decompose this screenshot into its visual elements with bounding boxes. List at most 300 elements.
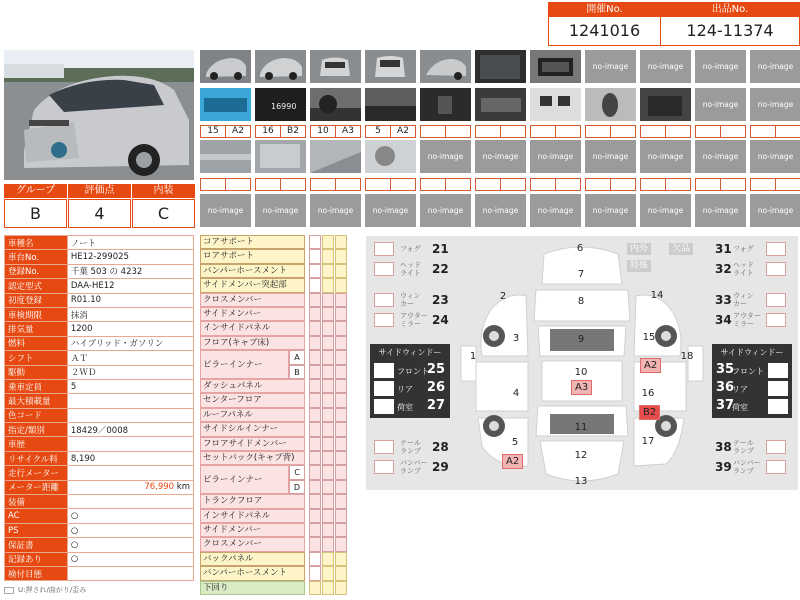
spec-key: 車歴 <box>5 437 68 451</box>
frame-check-box[interactable] <box>335 422 347 436</box>
frame-item: 下回り <box>200 581 305 595</box>
sw-right-row-1[interactable] <box>712 362 792 380</box>
panel-number[interactable]: 11 <box>574 422 588 433</box>
left-part-label: テール ランプ <box>400 439 421 455</box>
thumb-17[interactable] <box>200 140 251 173</box>
left-part-checkbox[interactable] <box>374 262 394 276</box>
damage-label-9 <box>640 125 691 138</box>
spec-key: シフト <box>5 351 68 365</box>
right-part-label: ヘッド ライト <box>733 261 754 277</box>
frame-item: ピラーインナー <box>200 465 289 494</box>
thumb-4[interactable] <box>365 50 416 83</box>
noimage-r4-6: no-image <box>475 194 526 227</box>
right-part-checkbox[interactable] <box>766 440 786 454</box>
tag-special[interactable]: 特殊 <box>627 260 651 272</box>
spec-row <box>5 538 194 552</box>
sw-left-num-3: 27 <box>426 398 445 413</box>
frame-item: インサイドパネル <box>200 509 305 523</box>
right-part-label: バンパー ランプ <box>733 459 761 475</box>
frame-check-box[interactable] <box>322 393 334 407</box>
frame-item: サイドシルインナー <box>200 422 305 436</box>
frame-item: フロア(キャブ床) <box>200 336 305 350</box>
frame-check-box[interactable] <box>322 509 334 523</box>
frame-check-box[interactable] <box>335 523 347 537</box>
left-part-label: バンパー ランプ <box>400 459 428 475</box>
left-part-number: 24 <box>432 313 449 327</box>
side-window-left-title: サイドウィンドー <box>378 348 442 357</box>
frame-check-box[interactable] <box>309 379 321 393</box>
frame-check-box[interactable] <box>322 321 334 335</box>
frame-item: サイドメンバー <box>200 307 305 321</box>
frame-check-box[interactable] <box>335 235 347 249</box>
spec-value: DAA-HE12 <box>67 279 193 293</box>
spec-row <box>5 509 194 523</box>
thumb-1[interactable] <box>200 50 251 83</box>
frame-item: サイドメンバー突起部 <box>200 278 305 292</box>
footnote-box <box>4 587 14 594</box>
sw-right-row-2[interactable] <box>712 380 792 398</box>
frame-check-box[interactable] <box>322 465 334 479</box>
damage-grade-badge[interactable]: A2 <box>640 358 661 373</box>
damage-label-11 <box>750 125 800 138</box>
damage-label-r3-2 <box>255 178 306 191</box>
frame-item: バックパネル <box>200 552 305 566</box>
frame-check-box[interactable] <box>335 465 347 479</box>
frame-check-box[interactable] <box>335 494 347 508</box>
noimage-r3-1: no-image <box>420 140 471 173</box>
left-part-checkbox[interactable] <box>374 460 394 474</box>
spec-key: 駆動 <box>5 365 68 379</box>
spec-row <box>5 351 194 365</box>
spec-row <box>5 293 194 307</box>
frame-check-box[interactable] <box>335 379 347 393</box>
frame-check-box[interactable] <box>309 278 321 292</box>
frame-check-box[interactable] <box>335 552 347 566</box>
frame-check-box[interactable] <box>309 480 321 494</box>
frame-check-box[interactable] <box>309 537 321 551</box>
right-part-number: 34 <box>715 313 732 327</box>
frame-check-box[interactable] <box>322 494 334 508</box>
frame-check-box[interactable] <box>335 451 347 465</box>
spec-value-number: 76,990 <box>144 482 175 493</box>
frame-check-box[interactable] <box>309 249 321 263</box>
spec-row <box>5 495 194 509</box>
spec-value: R01.10 <box>67 293 193 307</box>
right-part-checkbox[interactable] <box>766 242 786 256</box>
damage-label-8 <box>585 125 636 138</box>
frame-check-box[interactable] <box>322 566 334 580</box>
right-part-checkbox[interactable] <box>766 293 786 307</box>
frame-check-box[interactable] <box>335 480 347 494</box>
damage-label-r3-5 <box>420 178 471 191</box>
frame-item: フロアサイドメンバー <box>200 437 305 451</box>
sw-left-row-3[interactable] <box>370 398 450 416</box>
frame-item: センターフロア <box>200 393 305 407</box>
interior-header: 内装 <box>132 184 195 198</box>
frame-check-box[interactable] <box>335 336 347 350</box>
panel-number[interactable]: 4 <box>512 388 520 399</box>
panel-number[interactable]: 16 <box>641 388 655 399</box>
thumb-18[interactable] <box>255 140 306 173</box>
frame-check-box[interactable] <box>322 537 334 551</box>
tag-inout[interactable]: 内外 <box>627 243 651 255</box>
auction-no-header: 開催No. <box>548 2 661 18</box>
spec-value: ハイブリッド・ガソリン <box>67 336 193 350</box>
frame-check-box[interactable] <box>322 249 334 263</box>
panel-number[interactable]: 12 <box>574 450 588 461</box>
frame-check-box[interactable] <box>335 437 347 451</box>
thumb-3[interactable] <box>310 50 361 83</box>
spec-value <box>67 495 193 509</box>
spec-value <box>67 566 193 580</box>
spec-row <box>5 451 194 465</box>
noimage-r4-7: no-image <box>530 194 581 227</box>
frame-item: インサイドパネル <box>200 321 305 335</box>
sw-left-label-1: フロント <box>397 367 429 376</box>
frame-check-box[interactable] <box>335 249 347 263</box>
left-part-checkbox[interactable] <box>374 242 394 256</box>
frame-check-box[interactable] <box>309 350 321 364</box>
spec-row <box>5 394 194 408</box>
frame-check-box[interactable] <box>322 480 334 494</box>
frame-check-box[interactable] <box>322 581 334 595</box>
panel-number[interactable]: 5 <box>511 437 519 448</box>
thumb-10[interactable] <box>310 88 361 121</box>
frame-sub-label: A <box>289 350 305 364</box>
spec-value: 抹消 <box>67 307 193 321</box>
right-part-number: 33 <box>715 293 732 307</box>
damage-label-r3-9 <box>640 178 691 191</box>
spec-key: 検付目態 <box>5 566 68 580</box>
panel-number[interactable]: 3 <box>512 333 520 344</box>
left-part-checkbox[interactable] <box>374 440 394 454</box>
panel-number[interactable]: 8 <box>577 296 585 307</box>
footnote <box>4 585 86 595</box>
sw-left-label-2: リア <box>397 385 413 394</box>
left-part-label: ウィン カー <box>400 292 421 308</box>
noimage-r4-5: no-image <box>420 194 471 227</box>
noimage-r4-3: no-image <box>310 194 361 227</box>
sw-right-label-3: 荷室 <box>732 403 748 412</box>
thumb-6[interactable] <box>475 50 526 83</box>
spec-row <box>5 437 194 451</box>
noimage-r4-2: no-image <box>255 194 306 227</box>
frame-check-box[interactable] <box>309 451 321 465</box>
frame-check-box[interactable] <box>322 336 334 350</box>
spec-row <box>5 264 194 278</box>
noimage-r2-2: no-image <box>750 88 800 121</box>
panel-number[interactable]: 15 <box>642 332 656 343</box>
frame-check-box[interactable] <box>322 408 334 422</box>
spec-value: 1200 <box>67 322 193 336</box>
damage-label-r3-3 <box>310 178 361 191</box>
frame-item: ルーフパネル <box>200 408 305 422</box>
spec-value <box>67 408 193 422</box>
spec-table <box>4 235 194 581</box>
frame-check-box[interactable] <box>309 393 321 407</box>
thumb-7[interactable] <box>530 50 581 83</box>
noimage-r4-8: no-image <box>585 194 636 227</box>
left-part-number: 21 <box>432 242 449 256</box>
frame-check-box[interactable] <box>322 451 334 465</box>
sw-left-row-2[interactable] <box>370 380 450 398</box>
noimage-r3-5: no-image <box>640 140 691 173</box>
noimage-r4-1: no-image <box>200 194 251 227</box>
frame-item: バンパーホースメント <box>200 264 305 278</box>
frame-item: ロアサポート <box>200 249 305 263</box>
lot-no-header: 出品No. <box>660 2 800 18</box>
frame-check-box[interactable] <box>309 235 321 249</box>
sw-right-num-2: 36 <box>716 380 735 395</box>
frame-check-box[interactable] <box>335 321 347 335</box>
right-part-checkbox[interactable] <box>766 460 786 474</box>
group-value: B <box>4 199 67 228</box>
sw-right-label-2: リア <box>732 385 748 394</box>
panel-number[interactable]: 18 <box>680 351 694 362</box>
damage-label-r3-11 <box>750 178 800 191</box>
damage-label-4: 5 A2 <box>365 125 416 138</box>
damage-grade-badge[interactable]: B2 <box>639 405 660 420</box>
frame-check-box[interactable] <box>322 235 334 249</box>
frame-check-box[interactable] <box>335 365 347 379</box>
spec-row <box>5 336 194 350</box>
spec-row <box>5 236 194 250</box>
spec-value: ノート <box>67 236 193 250</box>
frame-check-box[interactable] <box>335 509 347 523</box>
frame-check-box[interactable] <box>335 537 347 551</box>
frame-check-box[interactable] <box>309 336 321 350</box>
thumb-14[interactable] <box>530 88 581 121</box>
right-part-number: 31 <box>715 242 732 256</box>
frame-check-box[interactable] <box>309 494 321 508</box>
damage-grade-badge[interactable]: A2 <box>502 454 523 469</box>
spec-key: 初度登録 <box>5 293 68 307</box>
frame-check-box[interactable] <box>309 365 321 379</box>
side-window-right-title: サイドウィンドー <box>720 348 784 357</box>
right-part-checkbox[interactable] <box>766 313 786 327</box>
thumb-19[interactable] <box>310 140 361 173</box>
spec-row <box>5 566 194 580</box>
sw-right-row-3[interactable] <box>712 398 792 416</box>
frame-item: サイドメンバー <box>200 523 305 537</box>
spec-value: HE12-299025 <box>67 250 193 264</box>
frame-check-box[interactable] <box>335 393 347 407</box>
left-part-checkbox[interactable] <box>374 293 394 307</box>
frame-check-box[interactable] <box>335 293 347 307</box>
damage-label-r3-10 <box>695 178 746 191</box>
right-part-number: 38 <box>715 440 732 454</box>
thumb-16[interactable] <box>640 88 691 121</box>
noimage-r3-3: no-image <box>530 140 581 173</box>
spec-key: 色コード <box>5 408 68 422</box>
frame-check-box[interactable] <box>309 293 321 307</box>
frame-check-box[interactable] <box>309 307 321 321</box>
panel-number[interactable]: 10 <box>574 367 588 378</box>
frame-check-box[interactable] <box>309 581 321 595</box>
frame-check-box[interactable] <box>322 264 334 278</box>
frame-check-box[interactable] <box>309 465 321 479</box>
spec-value: ○ <box>67 538 193 552</box>
right-part-label: テール ランプ <box>733 439 754 455</box>
spec-value: 8,190 <box>67 451 193 465</box>
spec-key: 車台No. <box>5 250 68 264</box>
frame-check-box[interactable] <box>309 321 321 335</box>
noimage-r1-3: no-image <box>695 50 746 83</box>
panel-number[interactable]: 9 <box>577 334 585 345</box>
thumb-9[interactable] <box>255 88 306 121</box>
spec-key: 走行メーター <box>5 466 68 480</box>
frame-check-box[interactable] <box>322 552 334 566</box>
damage-grade-badge[interactable]: A3 <box>571 380 592 395</box>
right-part-number: 39 <box>715 460 732 474</box>
spec-value: 18429／0008 <box>67 423 193 437</box>
damage-label-r3-1 <box>200 178 251 191</box>
frame-check-box[interactable] <box>309 408 321 422</box>
spec-key: 車種名 <box>5 236 68 250</box>
frame-check-box[interactable] <box>335 581 347 595</box>
frame-check-box[interactable] <box>322 422 334 436</box>
right-part-label: アウター ミラー <box>733 312 761 328</box>
panel-number[interactable]: 7 <box>577 269 585 280</box>
score-header: 評価点 <box>68 184 131 198</box>
frame-item: クロスメンバー <box>200 293 305 307</box>
frame-check-box[interactable] <box>322 278 334 292</box>
damage-label-1: 15 A2 <box>200 125 251 138</box>
spec-row <box>5 379 194 393</box>
frame-check-box[interactable] <box>322 307 334 321</box>
spec-row <box>5 552 194 566</box>
spec-key: PS <box>5 523 68 537</box>
right-part-label: ウィン カー <box>733 292 754 308</box>
spec-value: ○ <box>67 509 193 523</box>
sw-right-num-1: 35 <box>716 362 735 377</box>
thumb-5[interactable] <box>420 50 471 83</box>
frame-item: ダッシュパネル <box>200 379 305 393</box>
thumb-15[interactable] <box>585 88 636 121</box>
frame-item: クロスメンバー <box>200 537 305 551</box>
frame-item: トランクフロア <box>200 494 305 508</box>
side-window-right <box>712 344 792 418</box>
noimage-r3-7: no-image <box>750 140 800 173</box>
frame-check-box[interactable] <box>322 437 334 451</box>
main-car-photo[interactable] <box>4 50 194 180</box>
panel-number[interactable]: 13 <box>574 476 588 487</box>
frame-check-box[interactable] <box>322 379 334 393</box>
panel-number[interactable]: 2 <box>499 291 507 302</box>
thumb-20[interactable] <box>365 140 416 173</box>
sw-left-row-1[interactable] <box>370 362 450 380</box>
damage-label-2: 16 B2 <box>255 125 306 138</box>
right-part-number: 32 <box>715 262 732 276</box>
noimage-r4-9: no-image <box>640 194 691 227</box>
frame-check-box[interactable] <box>335 566 347 580</box>
spec-value: ○ <box>67 552 193 566</box>
lot-no-value: 124-11374 <box>660 16 800 46</box>
svg-text:16990: 16990 <box>271 102 297 111</box>
thumb-11[interactable] <box>365 88 416 121</box>
frame-check-box[interactable] <box>322 293 334 307</box>
frame-check-box[interactable] <box>322 350 334 364</box>
frame-item: ピラーインナー <box>200 350 289 379</box>
right-part-checkbox[interactable] <box>766 262 786 276</box>
right-part-label: フォグ <box>733 245 754 253</box>
frame-check-box[interactable] <box>335 264 347 278</box>
spec-key: 指定/類別 <box>5 423 68 437</box>
sw-left-label-3: 荷室 <box>397 403 413 412</box>
damage-label-r3-8 <box>585 178 636 191</box>
frame-check-box[interactable] <box>322 365 334 379</box>
frame-check-box[interactable] <box>335 278 347 292</box>
spec-row <box>5 423 194 437</box>
frame-check-box[interactable] <box>309 552 321 566</box>
left-part-number: 22 <box>432 262 449 276</box>
noimage-r3-2: no-image <box>475 140 526 173</box>
spec-key: 最大積載量 <box>5 394 68 408</box>
thumb-12[interactable] <box>420 88 471 121</box>
noimage-r4-11: no-image <box>750 194 800 227</box>
sw-left-num-2: 26 <box>426 380 445 395</box>
spec-row <box>5 408 194 422</box>
frame-check-box[interactable] <box>309 437 321 451</box>
damage-label-r3-7 <box>530 178 581 191</box>
frame-sub-label: D <box>289 480 305 494</box>
frame-check-box[interactable] <box>309 566 321 580</box>
tag-missing[interactable]: 欠品 <box>669 243 693 255</box>
left-part-number: 23 <box>432 293 449 307</box>
frame-check-box[interactable] <box>322 523 334 537</box>
frame-check-box[interactable] <box>335 350 347 364</box>
panel-number[interactable]: 17 <box>641 436 655 447</box>
frame-sub-label: B <box>289 365 305 379</box>
sw-right-num-3: 37 <box>716 398 735 413</box>
left-part-number: 28 <box>432 440 449 454</box>
panel-number[interactable]: 1 <box>469 351 477 362</box>
spec-value <box>67 466 193 480</box>
damage-label-5 <box>420 125 471 138</box>
damage-label-7 <box>530 125 581 138</box>
spec-row <box>5 279 194 293</box>
spec-key: 保証書 <box>5 538 68 552</box>
frame-check-box[interactable] <box>309 509 321 523</box>
frame-check-box[interactable] <box>309 422 321 436</box>
footnote-text: U:押され/曲がり/歪み <box>18 586 87 594</box>
frame-check-box[interactable] <box>309 523 321 537</box>
panel-number[interactable]: 14 <box>650 290 664 301</box>
spec-key: AC <box>5 509 68 523</box>
spec-value: ○ <box>67 523 193 537</box>
thumb-2[interactable] <box>255 50 306 83</box>
frame-item: セットバック(キャブ背) <box>200 451 305 465</box>
spec-key: メーター距離 <box>5 480 68 494</box>
group-header: グループ <box>4 184 67 198</box>
damage-label-6 <box>475 125 526 138</box>
side-window-left <box>370 344 450 418</box>
panel-number[interactable]: 6 <box>576 243 584 254</box>
sw-right-label-1: フロント <box>732 367 764 376</box>
frame-check-box[interactable] <box>335 408 347 422</box>
frame-sub-label: C <box>289 465 305 479</box>
spec-key: 装備 <box>5 495 68 509</box>
left-part-checkbox[interactable] <box>374 313 394 327</box>
frame-check-box[interactable] <box>309 264 321 278</box>
spec-key: 燃料 <box>5 336 68 350</box>
thumb-13[interactable] <box>475 88 526 121</box>
score-value: 4 <box>68 199 131 228</box>
noimage-r4-4: no-image <box>365 194 416 227</box>
thumb-8[interactable] <box>200 88 251 121</box>
left-part-label: アウター ミラー <box>400 312 428 328</box>
frame-check-box[interactable] <box>335 307 347 321</box>
